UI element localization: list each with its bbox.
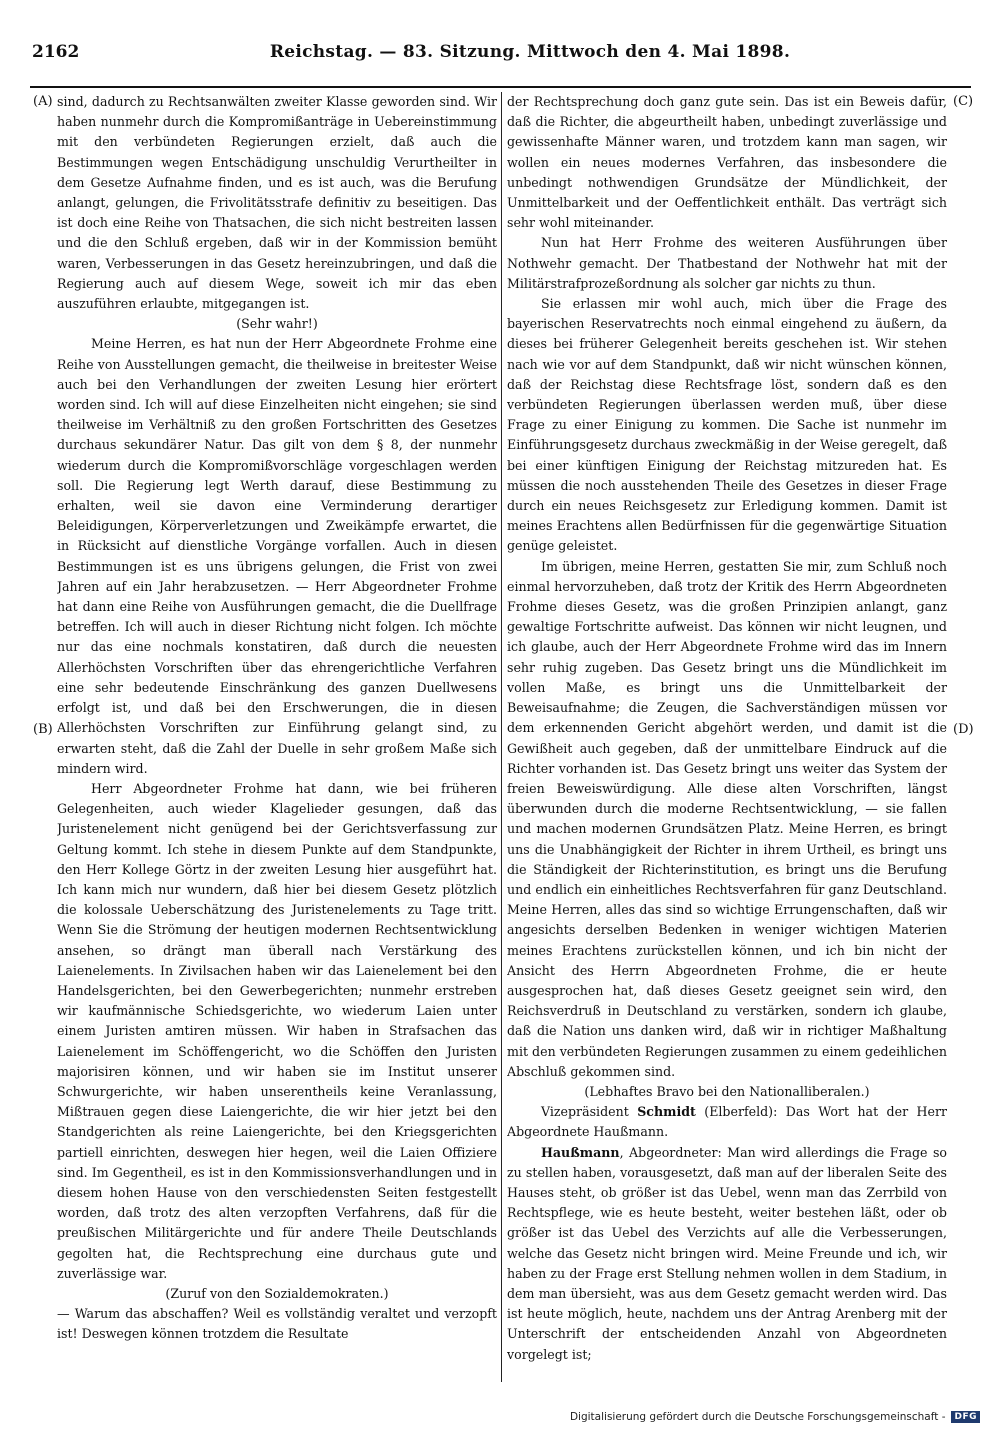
right-column	[507, 92, 947, 1382]
interjection: (Sehr wahr!)	[236, 316, 318, 332]
speaker-text: (Elberfeld): Das Wort hat der Herr Abgeordnete Haußmann.	[507, 1104, 947, 1140]
speaker-paragraph	[507, 1102, 947, 1142]
page-header	[32, 38, 968, 66]
dfg-logo: DFG	[951, 1411, 980, 1423]
header-rule	[30, 86, 971, 88]
digitization-footer	[570, 1411, 980, 1423]
column-divider	[501, 92, 502, 1382]
footer-text: Digitalisierung gefördert durch die Deutsche Forschungsgemeinschaft -	[569, 1411, 946, 1423]
speaker-paragraph	[507, 1143, 947, 1365]
margin-marker-b: (B)	[33, 722, 53, 737]
speaker-intro: Vizepräsident	[541, 1104, 638, 1120]
paragraph: Im übrigen, meine Herren, gestatten Sie mir, zum Schluß noch einmal hervorzuheben, daß trotz der Kritik des Herrn Abgeordneten Frohme dieses Gesetz, was die großen Prinzipien anlangt, ganz gewaltige Fortschritte aufweist. Das können wir nicht leugnen, und ich glaube, auch der Herr Abgeordnete Frohme wird das im Innern sehr ruhig zugeben. Das Gesetz bringt uns die Mündlichkeit im vollen Maße, es bringt uns die Unmittelbarkeit der Beweisaufnahme; die Zeugen, die Sachverständigen müssen vor dem erkennenden Gericht abgehört werden, und damit ist die Gewißheit auch gegeben, daß der unmittelbare Eindruck auf die Richter vorhanden ist. Das Gesetz bringt uns weiter das System der freien Beweiswürdigung. Alle diese alten Vorschriften, längst überwunden durch die moderne Rechtsentwicklung, — sie fallen und machen modernen Grundsätzen Platz. Meine Herren, es bringt uns die Unabhängigkeit der Richter in ihrem Urtheil, es bringt uns die Ständigkeit der Richterinstitution, es bringt uns die Berufung und endlich ein einheitliches Rechtsverfahren für ganz Deutschland. Meine Herren, alles das sind so wichtige Errungenschaften, daß wir angesichts derselben Bedenken in weniger wichtigen Materien meines Erachtens zurückstellen können, und ich bin nicht der Ansicht des Herrn Abgeordneten Frohme, die er heute ausgesprochen hat, daß dieses Gesetz geeignet sein wird, den Reichsverdruß in Deutschland zu verstärken, sondern ich glaube, daß die Nation uns danken wird, daß wir in richtiger Maßhaltung mit den verbündeten Regierungen zusammen zu einem gedeihlichen Abschluß gekommen sind.	[507, 558, 947, 1079]
paragraph: sind, dadurch zu Rechtsanwälten zweiter Klasse geworden sind. Wir haben nunmehr durch die Kompromißanträge in Uebereinstimmung mit den verbündeten Regierungen erzielt, daß auch die Bestimmungen wegen Entschädigung unschuldig Verurtheilter in dem Gesetze Aufnahme finden, und es ist auch, was die Berufung anlangt, gelungen, die Frivolitätsstrafe definitiv zu beseitigen. Das ist doch eine Reihe von Thatsachen, die sich nicht bestreiten lassen und die den Schluß ergeben, daß wir in der Kommission bemüht waren, Verbesserungen in das Gesetz hereinzubringen, und daß die Regierung auch auf diesem Wege, soweit ich mir das eben auszuführen erlaubte, mitgegangen ist.	[57, 94, 497, 312]
interjection: (Zuruf von den Sozialdemokraten.)	[165, 1285, 389, 1301]
paragraph: Herr Abgeordneter Frohme hat dann, wie bei früheren Gelegenheiten, auch wieder Klagelieder gesungen, daß das Juristenelement nicht genügend bei der Gerichtsverfassung zur Geltung kommt. Ich stehe in diesem Punkte auf dem Standpunkte, den Herr Kollege Görtz in der zweiten Lesung hier ausgeführt hat. Ich kann mich nur wundern, daß hier bei diesem Gesetz plötzlich die kolossale Ueberschätzung des Juristenelements zu Tage tritt. Wenn Sie die Strömung der heutigen modernen Rechtsentwicklung ansehen, so drängt man überall nach Verstärkung des Laienelements. In Zivilsachen haben wir das Laienelement bei den Handelsgerichten, bei den Gewerbegerichten; nunmehr erstreben wir kaufmännische Schiedsgerichte, wo wiederum Laien unter einem Juristen amtiren müssen. Wir haben in Strafsachen das Laienelement im Schöffengericht, wo die Schöffen den Juristen majorisiren können, und wir haben sie im Institut unserer Schwurgerichte, wir haben unserentheils keine Veranlassung, Mißtrauen gegen diese Laiengerichte, die wir hier jetzt bei den Standgerichten als reine Laiengerichte, bei den Kriegsgerichten partiell einrichten, deswegen hier hegen, weil die Laien Offiziere sind. Im Gegentheil, es ist in den Kommissionsverhandlungen und in diesem hohen Hause von den verschiedensten Seiten festgestellt worden, daß trotz des alten verzopften Verfahrens, daß für die preußischen Militärgerichte und für andere Theile Deutschlands gegolten hat, die Rechtsprechung eine durchaus gute und zuverlässige war.	[57, 780, 497, 1281]
interjection: (Lebhaftes Bravo bei den Nationalliberalen.)	[584, 1083, 870, 1099]
paragraph: Nun hat Herr Frohme des weiteren Ausführungen über Nothwehr gemacht. Der Thatbestand der Nothwehr hat mit der Militärstrafprozeßordnung als solcher gar nichts zu thun.	[507, 235, 947, 291]
speaker-text: , Abgeordneter: Man wird allerdings die Frage so zu stellen haben, vorausgesetzt, daß man auf der liberalen Seite des Hauses steht, ob größer ist das Uebel, wenn man das Zerrbild von Rechtspflege, wie es heute besteht, weiter bestehen läßt, oder ob größer ist das Uebel des Verzichts auf alle die Verbesserungen, welche das Gesetz nicht bringen wird. Meine Freunde und ich, wir haben zu der Frage erst Stellung nehmen wollen in dem Stadium, in dem man übersieht, was aus dem Gesetz gemacht werden wird. Das ist heute möglich, heute, nachdem uns der Antrag Arenberg mit der Unterschrift der entscheidenden Anzahl von Abgeordneten vorgelegt ist;	[507, 1144, 947, 1362]
paragraph: Meine Herren, es hat nun der Herr Abgeordnete Frohme eine Reihe von Ausstellungen gemacht, die theilweise in breitester Weise auch bei den Verhandlungen der zweiten Lesung hier erörtert worden sind. Ich will auf diese Einzelheiten nicht eingehen; sie sind theilweise im Verhältniß zu den großen Fortschritten des Gesetzes durchaus sekundärer Natur. Das gilt von dem § 8, der nunmehr wiederum durch die Kompromißvorschläge vorgeschlagen werden soll. Die Regierung legt Werth darauf, diese Bestimmung zu erhalten, weil sie davon eine Verminderung derartiger Beleidigungen, Körperverletzungen und Zweikämpfe erwartet, die in Rücksicht auf dienstliche Vorgänge vorfallen. Auch in diesen Bestimmungen ist es uns übrigens gelungen, die Frist von zwei Jahren auf ein Jahr herabzusetzen. — Herr Abgeordneter Frohme hat dann eine Reihe von Ausführungen gemacht, die die Duellfrage betreffen. Ich will auch in dieser Richtung nicht folgen. Ich möchte nur das eine nochmals konstatiren, daß durch die neuesten Allerhöchsten Vorschriften über das ehrengerichtliche Verfahren eine sehr bedeutende Einschränkung des ganzen Duellwesens erfolgt ist, und daß bei den Erschwerungen, die in diesen Allerhöchsten Vorschriften zur Einführung gelangt sind, zu erwarten steht, daß die Zahl der Duelle in sehr großem Maße sich mindern wird.	[57, 336, 497, 776]
speaker-name: Haußmann	[541, 1144, 620, 1160]
paragraph: — Warum das abschaffen? Weil es vollständig veraltet und verzopft ist! Deswegen können trotzdem die Resultate	[57, 1306, 497, 1342]
running-title: Reichstag. — 83. Sitzung. Mittwoch den 4. Mai 1898.	[269, 42, 791, 62]
margin-marker-a: (A)	[33, 94, 53, 109]
paragraph: der Rechtsprechung doch ganz gute sein. Das ist ein Beweis dafür, daß die Richter, die abgeurtheilt haben, unbedingt zuverlässige und gewissenhafte Männer waren, und trotzdem kann man sagen, wir wollen ein neues modernes Verfahren, das insbesondere die unbedingt nothwendigen Grundsätze der Mündlichkeit, der Unmittelbarkeit und der Oeffentlichkeit enthält. Das verträgt sich sehr wohl miteinander.	[507, 94, 947, 231]
margin-marker-d: (D)	[953, 722, 974, 737]
page-number: 2162	[32, 42, 80, 62]
margin-marker-c: (C)	[953, 94, 974, 109]
speaker-name: Schmidt	[637, 1104, 696, 1120]
left-column	[57, 92, 497, 1382]
paragraph: Sie erlassen mir wohl auch, mich über die Frage des bayerischen Reservatrechts noch einmal eingehend zu äußern, da dieses bei früherer Gelegenheit bereits geschehen ist. Wir stehen nach wie vor auf dem Standpunkt, daß wir nicht wünschen können, daß der Reichstag diese Rechtsfrage löst, sondern daß es den verbündeten Regierungen überlassen werden muß, über diese Frage zu einer Einigung zu kommen. Die Sache ist nunmehr im Einführungsgesetz durchaus zweckmäßig in der Weise geregelt, daß bei einer künftigen Einigung der Reichstag mitzureden hat. Es müssen die noch ausstehenden Theile des Gesetzes in dieser Frage durch ein neues Reichsgesetz zur Erledigung kommen. Damit ist meines Erachtens allen Bedürfnissen für die gegenwärtige Situation genüge geleistet.	[507, 296, 947, 554]
